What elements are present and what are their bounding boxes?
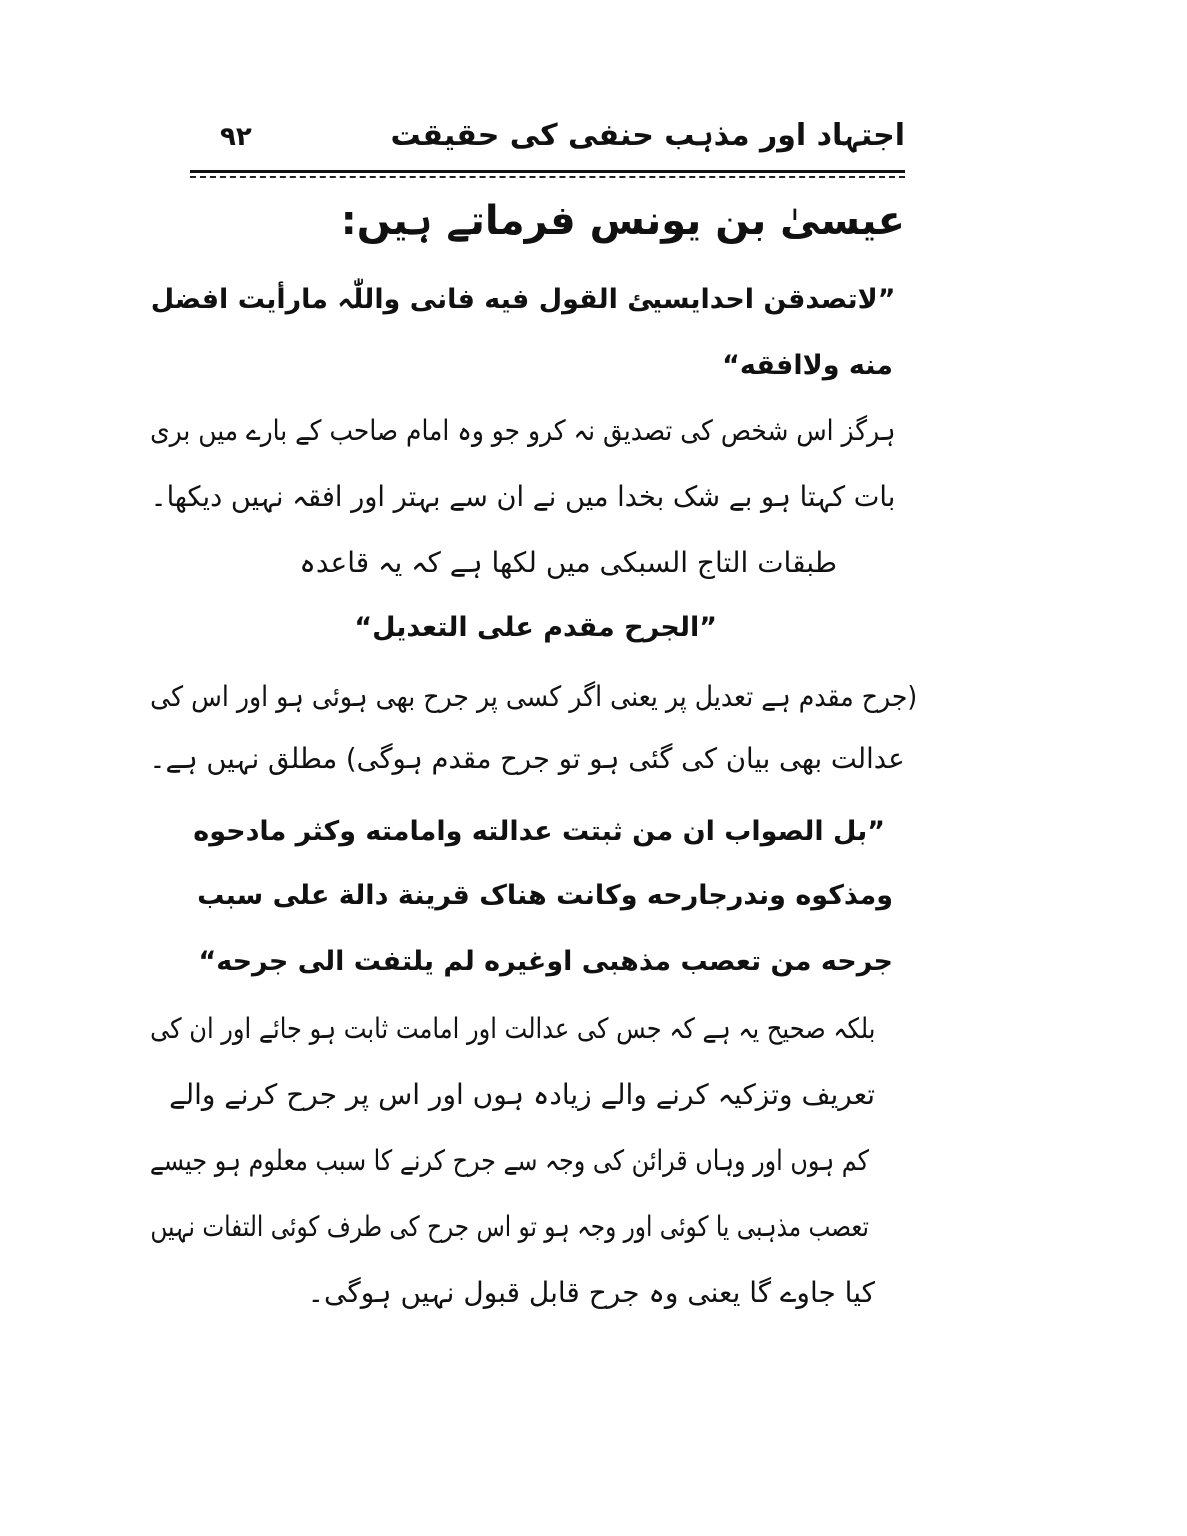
arabic-quote-line: جرحه من تعصب مذهبی اوغیره لم یلتفت الی جرحه“: [198, 946, 893, 977]
arabic-quote-line: ”بل الصواب ان من ثبتت عدالته وامامته وکثر مادحوه: [193, 816, 885, 847]
urdu-text-line: ہرگز اس شخص کی تصدیق نہ کرو جو وہ امام صاحب کے بارے میں بری: [149, 414, 895, 447]
arabic-quote-line: ”لاتصدقن احدایسیئ القول فیه فانی واللّٰہ مارأیت افضل: [150, 284, 895, 315]
running-title: اجتہاد اور مذہب حنفی کی حقیقت: [390, 118, 905, 153]
urdu-text-line: (جرح مقدم ہے تعدیل پر یعنی اگر کسی پر جرح بھی ہوئی ہو اور اس کی: [149, 680, 917, 713]
urdu-text-line: تعصب مذہبی یا کوئی اور وجہ ہو تو اس جرح کی طرف کوئی التفات نہیں: [150, 1210, 869, 1243]
urdu-text-line: بلکہ صحیح یہ ہے کہ جس کی عدالت اور امامت ثابت ہو جائے اور ان کی: [149, 1012, 875, 1045]
page-number: ۹۲: [220, 122, 252, 152]
urdu-text-line: تعریف وتزکیہ کرنے والے زیادہ ہوں اور اس پر جرح کرنے والے: [169, 1078, 875, 1111]
urdu-text-line: کم ہوں اور وہاں قرائن کی وجہ سے جرح کرنے کا سبب معلوم ہو جیسے: [149, 1144, 869, 1177]
urdu-text-line: طبقات التاج السبکی میں لکھا ہے کہ یہ قاعدہ: [299, 546, 837, 579]
urdu-text-line: عدالت بھی بیان کی گئی ہو تو جرح مقدم ہوگی) مطلق نہیں ہے۔: [149, 742, 905, 775]
page-header: [190, 118, 905, 170]
urdu-text-line: کیا جاوے گا یعنی وہ جرح قابل قبول نہیں ہوگی۔: [307, 1276, 875, 1309]
urdu-text-line: بات کہتا ہو بے شک بخدا میں نے ان سے بہتر اور افقہ نہیں دیکھا۔: [150, 480, 895, 513]
arabic-quote-line: منه ولاافقه“: [722, 350, 893, 381]
arabic-quote-line: ومذکوه وندرجارحه وکانت هناک قرینة دالة علی سبب: [197, 880, 893, 911]
arabic-quote-line: ”الجرح مقدم علی التعدیل“: [354, 612, 717, 643]
header-rule: [190, 170, 905, 173]
header-rule-dashed: [190, 176, 905, 178]
section-heading: عیسیٰ بن یونس فرماتے ہیں:: [340, 198, 905, 244]
